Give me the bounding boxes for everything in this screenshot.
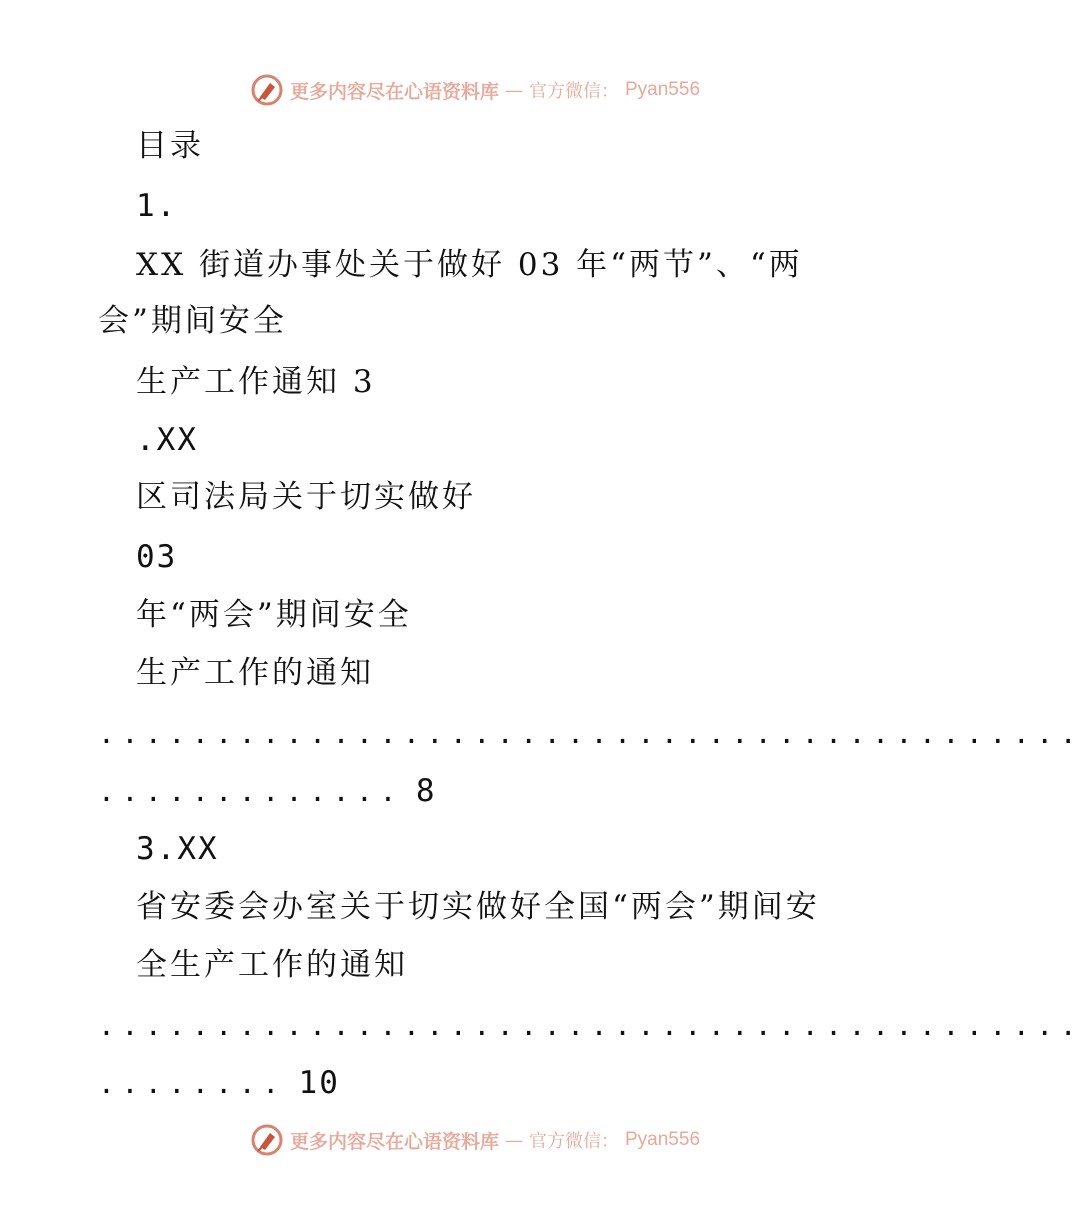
- toc-item2-title-line2: 03: [136, 539, 178, 575]
- watermark-label: 官方微信：: [529, 1131, 619, 1152]
- toc-item2-leader-row: [98, 771, 436, 812]
- watermark-wechat-id: Pyan556: [625, 1129, 701, 1150]
- toc-item3-leader-dots-2: ........: [98, 1067, 286, 1100]
- watermark-wechat-id: Pyan556: [625, 79, 701, 100]
- toc-item1-number: 1.: [136, 188, 178, 224]
- toc-item1-title-line1: XX 街道办事处关于做好 03 年“两节”、“两: [136, 247, 803, 283]
- pen-logo-icon: [250, 1123, 284, 1157]
- watermark-main-text: 更多内容尽在心语资料库: [289, 1130, 499, 1153]
- toc-item2-title-line3: 年“两会”期间安全: [136, 597, 412, 633]
- toc-item1-title-line2: 会”期间安全: [98, 303, 287, 339]
- toc-item2-number: .XX: [136, 422, 198, 458]
- header-watermark: [0, 70, 950, 110]
- pen-logo-icon: [250, 73, 284, 107]
- footer-watermark: [0, 1120, 950, 1160]
- toc-item3-leader-dots: ..........................................: [98, 1009, 1083, 1042]
- toc-item3-number: 3.XX: [136, 831, 219, 867]
- watermark-dash: —: [505, 79, 523, 101]
- watermark-label: 官方微信：: [529, 81, 619, 102]
- toc-title: 目录: [136, 128, 204, 164]
- toc-item3-title-line1: 省安委会办室关于切实做好全国“两会”期间安: [136, 889, 820, 925]
- toc-item3-leader-row: [98, 1063, 340, 1104]
- toc-item2-title-line4: 生产工作的通知: [136, 655, 374, 691]
- toc-item2-leader-dots-2: .............: [98, 775, 403, 808]
- toc-item2-title-line1: 区司法局关于切实做好: [136, 479, 476, 515]
- toc-item3-title-line2: 全生产工作的通知: [136, 947, 408, 983]
- toc-item3-page-number: 10: [298, 1065, 340, 1101]
- watermark-dash: —: [505, 1129, 523, 1151]
- toc-item1-title-line3: 生产工作通知 3: [136, 364, 376, 400]
- watermark-main-text: 更多内容尽在心语资料库: [289, 80, 499, 103]
- toc-item2-page-number: 8: [415, 773, 437, 809]
- toc-item2-leader-dots: ..........................................: [98, 717, 1083, 750]
